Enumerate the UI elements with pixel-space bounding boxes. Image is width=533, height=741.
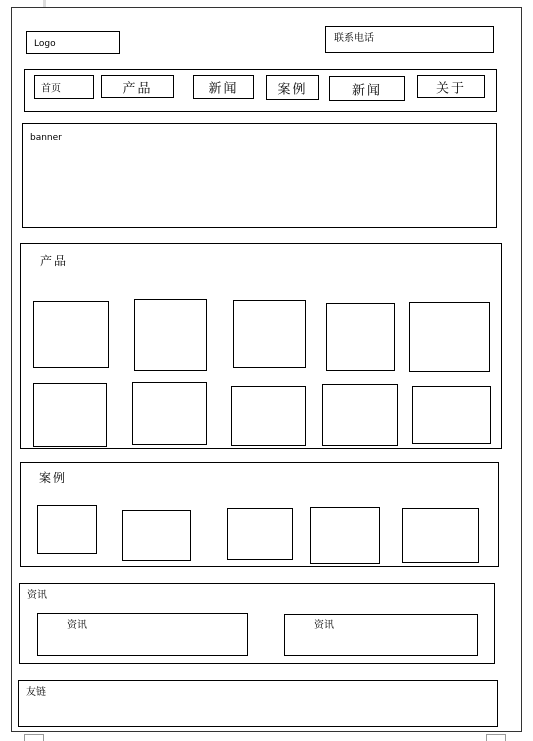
nav-item-about[interactable] (417, 75, 485, 98)
logo-label: Logo (34, 39, 56, 49)
case-card[interactable] (310, 507, 380, 564)
nav-item-label: 产品 (122, 81, 153, 96)
banner-section (22, 123, 497, 228)
contact-box[interactable] (325, 26, 494, 53)
case-card[interactable] (122, 510, 191, 561)
cases-title: 案例 (39, 471, 68, 485)
case-card[interactable] (37, 505, 97, 554)
page-corner-mark (486, 734, 506, 741)
links-section (18, 680, 498, 727)
contact-label: 联系电话 (334, 33, 374, 44)
product-card[interactable] (33, 383, 107, 447)
logo-box[interactable] (26, 31, 120, 54)
nav-item-home[interactable] (34, 75, 94, 99)
nav-item-label: 关于 (435, 81, 466, 96)
news-item-label: 资讯 (314, 620, 334, 631)
nav-item-label: 新闻 (351, 83, 382, 98)
product-card[interactable] (134, 299, 207, 371)
nav-item-label: 新闻 (208, 81, 239, 97)
product-card[interactable] (412, 386, 491, 444)
product-card[interactable] (409, 302, 490, 372)
news-item-label: 资讯 (67, 620, 87, 631)
case-card[interactable] (402, 508, 479, 563)
page-corner-mark (24, 734, 44, 741)
product-card[interactable] (132, 382, 207, 445)
nav-item-news[interactable] (193, 75, 254, 99)
product-card[interactable] (322, 384, 398, 446)
news-title: 资讯 (27, 590, 47, 601)
news-item[interactable] (37, 613, 248, 656)
product-card[interactable] (326, 303, 395, 371)
page-top-mark (43, 0, 46, 7)
news-item[interactable] (284, 614, 478, 656)
banner-label: banner (30, 133, 62, 143)
links-title: 友链 (26, 687, 46, 698)
nav-item-cases[interactable] (266, 75, 319, 100)
case-card[interactable] (227, 508, 293, 560)
product-card[interactable] (233, 300, 306, 368)
product-card[interactable] (33, 301, 109, 368)
nav-item-label: 首页 (41, 83, 61, 95)
nav-item-products[interactable] (101, 75, 174, 98)
product-card[interactable] (231, 386, 306, 446)
products-title: 产品 (40, 254, 69, 268)
nav-item-news-2[interactable] (329, 76, 405, 101)
nav-item-label: 案例 (277, 82, 308, 97)
